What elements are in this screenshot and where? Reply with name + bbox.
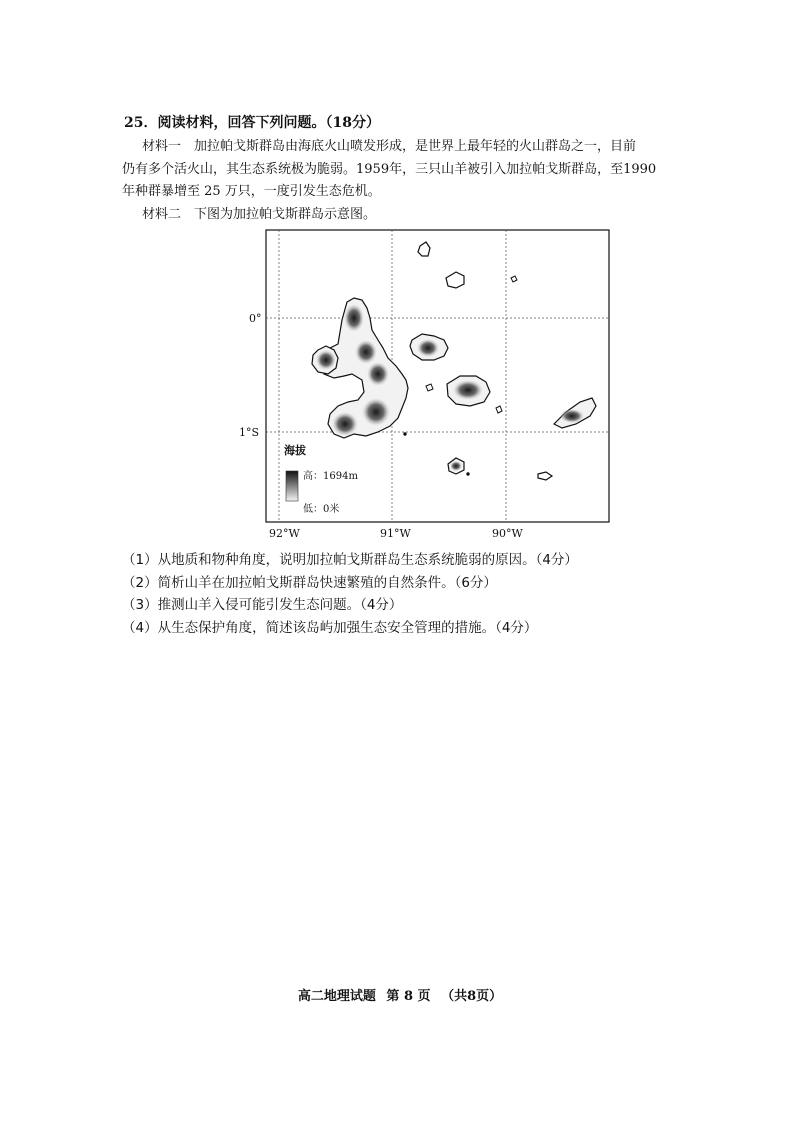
footer-page: 第 8 页 <box>386 989 431 1004</box>
material-one-line-1: 材料一 加拉帕戈斯群岛由海底火山喷发形成，是世界上最年轻的火山群岛之一，目前 <box>142 139 637 154</box>
footer-total: （共8页） <box>441 989 503 1004</box>
sub-question-1: （1）从地质和物种角度，说明加拉帕戈斯群岛生态系统脆弱的原因。（4分） <box>122 552 578 568</box>
footer-title: 高二地理试题 <box>297 989 376 1004</box>
legend-title: 海拔 <box>284 444 306 457</box>
galapagos-map <box>239 228 620 548</box>
lat-label-0: 0° <box>249 312 262 325</box>
sub-question-4: （4）从生态保护角度，简述该岛屿加强生态安全管理的措施。（4分） <box>122 620 538 636</box>
legend-low: 低：0米 <box>303 504 340 515</box>
sub-question-3: （3）推测山羊入侵可能引发生态问题。（4分） <box>122 597 403 613</box>
page-footer <box>0 985 800 1004</box>
sub-question-2: （2）简析山羊在加拉帕戈斯群岛快速繁殖的自然条件。（6分） <box>122 575 497 591</box>
lon-label-91: 91°W <box>380 527 411 540</box>
legend-high: 高：1694m <box>303 471 358 482</box>
lat-label-1s: 1°S <box>239 426 260 439</box>
legend-color-bar <box>286 471 298 501</box>
material-two-line: 材料二 下图为加拉帕戈斯群岛示意图。 <box>142 207 377 222</box>
material-one-line-3: 年种群暴增至 25 万只，一度引发生态危机。 <box>122 184 381 199</box>
lon-label-92: 92°W <box>269 527 300 540</box>
question-title: 25．阅读材料，回答下列问题。（18分） <box>124 115 380 131</box>
material-one-line-2: 仍有多个活火山，其生态系统极为脆弱。1959年，三只山羊被引入加拉帕戈斯群岛，至1990 <box>122 162 657 177</box>
lon-label-90: 90°W <box>492 527 523 540</box>
island-santa-cruz <box>447 376 490 406</box>
